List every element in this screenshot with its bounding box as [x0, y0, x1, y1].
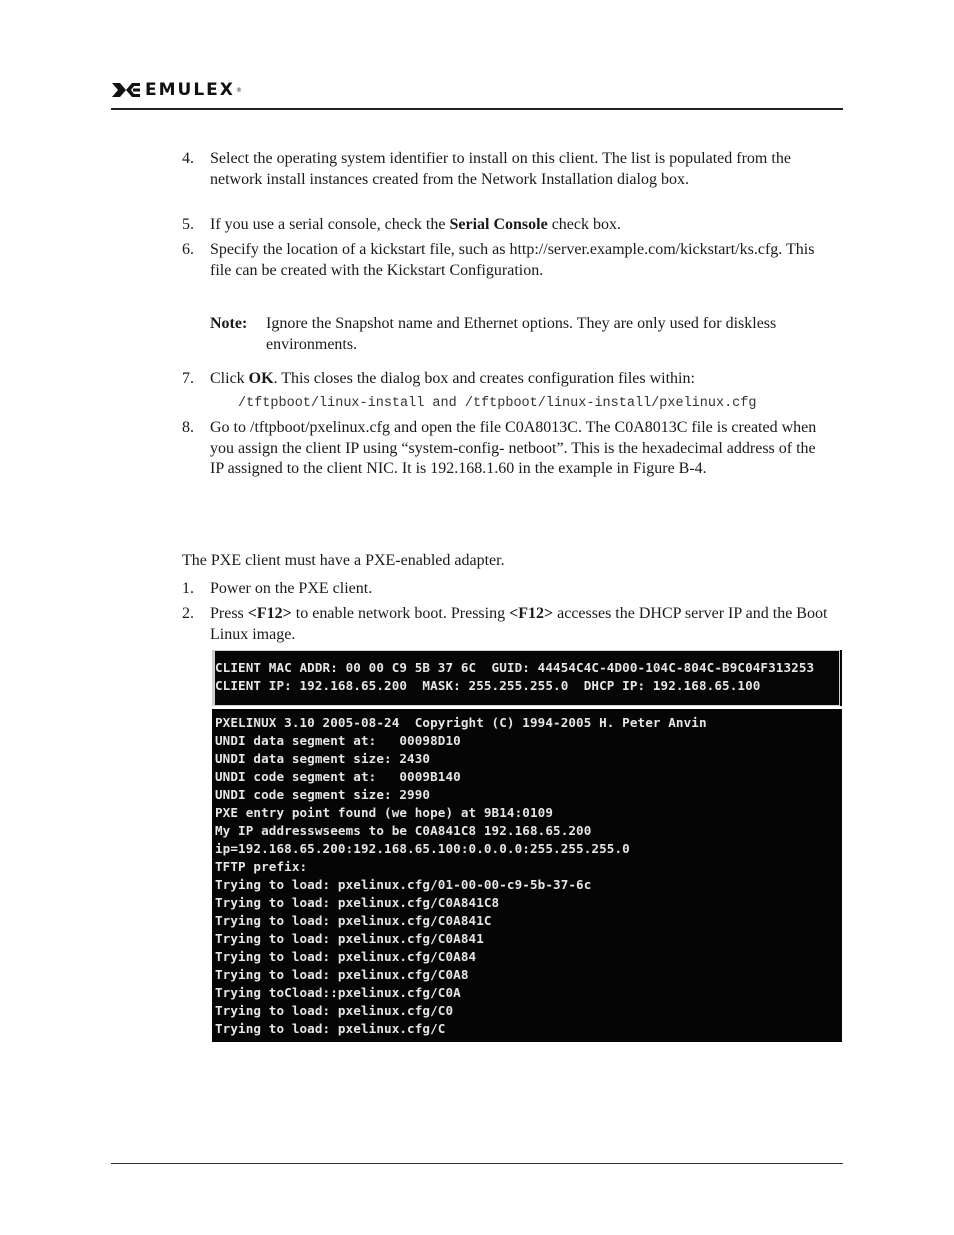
note-label: Note:	[210, 315, 248, 332]
serial-console-label: Serial Console	[449, 216, 548, 233]
client-step-1	[182, 579, 832, 600]
client-step-2	[182, 604, 832, 645]
terminal-line: ip=192.168.65.200:192.168.65.100:0.0.0.0:255.255.255.0	[215, 841, 630, 856]
brand-name: EMULEX	[145, 80, 235, 100]
step-text: Select the operating system identifier to install on this client. The list is populated from the network install instances created from the Network Installation dialog box.	[210, 150, 791, 188]
step-4	[182, 149, 832, 190]
footer-rule	[111, 1163, 843, 1164]
step-text: Specify the location of a kickstart file, such as http://server.example.com/kickstart/ks.cfg. This file can be created with the Kickstart Configuration.	[210, 241, 815, 279]
step-text-part: . This closes the dialog box and creates configuration files within:	[273, 370, 695, 387]
terminal-line: TFTP prefix:	[215, 859, 308, 874]
note-text: Ignore the Snapshot name and Ethernet options. They are only used for diskless environments.	[266, 315, 777, 353]
step-text-part: Press	[210, 605, 248, 622]
step-text	[210, 604, 832, 645]
f12-key: <F12>	[247, 605, 292, 622]
step-7	[182, 369, 832, 390]
step-number: 6.	[182, 241, 194, 258]
f12-key: <F12>	[509, 605, 554, 622]
terminal-line: UNDI data segment at: 00098D10	[215, 733, 461, 748]
intro-paragraph: The PXE client must have a PXE-enabled adapter.	[182, 552, 505, 569]
step-text: Power on the PXE client.	[210, 580, 373, 597]
step-8	[182, 418, 832, 480]
step-text-part: Click	[210, 370, 249, 387]
emulex-logo	[111, 80, 242, 100]
ok-label: OK	[248, 370, 274, 387]
terminal-line: Trying to load: pxelinux.cfg/C0A841	[215, 931, 484, 946]
pxe-boot-screenshot	[212, 650, 842, 1042]
config-paths-code: /tftpboot/linux-install and /tftpboot/linux-install/pxelinux.cfg	[238, 396, 757, 411]
terminal-line: UNDI code segment at: 0009B140	[215, 769, 461, 784]
note-block	[210, 314, 830, 355]
header-rule	[111, 108, 843, 110]
terminal-line: Trying to load: pxelinux.cfg/C0A841C	[215, 913, 492, 928]
terminal-line: PXELINUX 3.10 2005-08-24 Copyright (C) 1994-2005 H. Peter Anvin	[215, 715, 707, 730]
terminal-line: Trying toCload::pxelinux.cfg/C0A	[215, 985, 461, 1000]
terminal-line: Trying to load: pxelinux.cfg/C0A84	[215, 949, 477, 964]
step-text	[210, 369, 832, 390]
step-text-part: If you use a serial console, check the	[210, 216, 450, 233]
step-6	[182, 240, 832, 281]
terminal-divider	[212, 706, 842, 709]
terminal-line: UNDI code segment size: 2990	[215, 787, 431, 802]
terminal-line: Trying to load: pxelinux.cfg/C	[215, 1021, 446, 1036]
terminal-line: Trying to load: pxelinux.cfg/C0A841C8	[215, 895, 500, 910]
step-number: 7.	[182, 370, 194, 387]
terminal-line: Trying to load: pxelinux.cfg/C0	[215, 1003, 454, 1018]
step-text-part: accesses the DHCP server IP and the Boot Linux image.	[210, 605, 828, 643]
step-number: 4.	[182, 150, 194, 167]
step-number: 5.	[182, 216, 194, 233]
step-text	[210, 215, 832, 236]
step-text-part: check box.	[547, 216, 621, 233]
step-number: 1.	[182, 580, 194, 597]
step-text-part: to enable network boot. Pressing	[291, 605, 510, 622]
terminal-line: UNDI data segment size: 2430	[215, 751, 431, 766]
terminal-header-line: CLIENT IP: 192.168.65.200 MASK: 255.255.255.0 DHCP IP: 192.168.65.100	[215, 678, 761, 693]
terminal-header-line: CLIENT MAC ADDR: 00 00 C9 5B 37 6C GUID: 44454C4C-4D00-104C-804C-B9C04F313253	[215, 660, 815, 675]
step-number: 2.	[182, 605, 194, 622]
terminal-line: Trying to load: pxelinux.cfg/C0A8	[215, 967, 469, 982]
step-text: Go to /tftpboot/pxelinux.cfg and open the file C0A8013C. The C0A8013C file is created when you assign the client IP using “system-config- netboot”. This is the hexadecimal address of the IP assigned to the client NIC. It is 192.168.1.60 in the example in Figure B-4.	[210, 419, 817, 477]
step-5	[182, 215, 832, 236]
terminal-line: My IP addresswseems to be C0A841C8 192.168.65.200	[215, 823, 592, 838]
step-number: 8.	[182, 419, 194, 436]
terminal-line: Trying to load: pxelinux.cfg/01-00-00-c9-5b-37-6c	[215, 877, 592, 892]
emulex-logo-icon	[111, 81, 141, 99]
trademark-mark: ®	[235, 86, 242, 94]
terminal-line: PXE entry point found (we hope) at 9B14:0109	[215, 805, 554, 820]
